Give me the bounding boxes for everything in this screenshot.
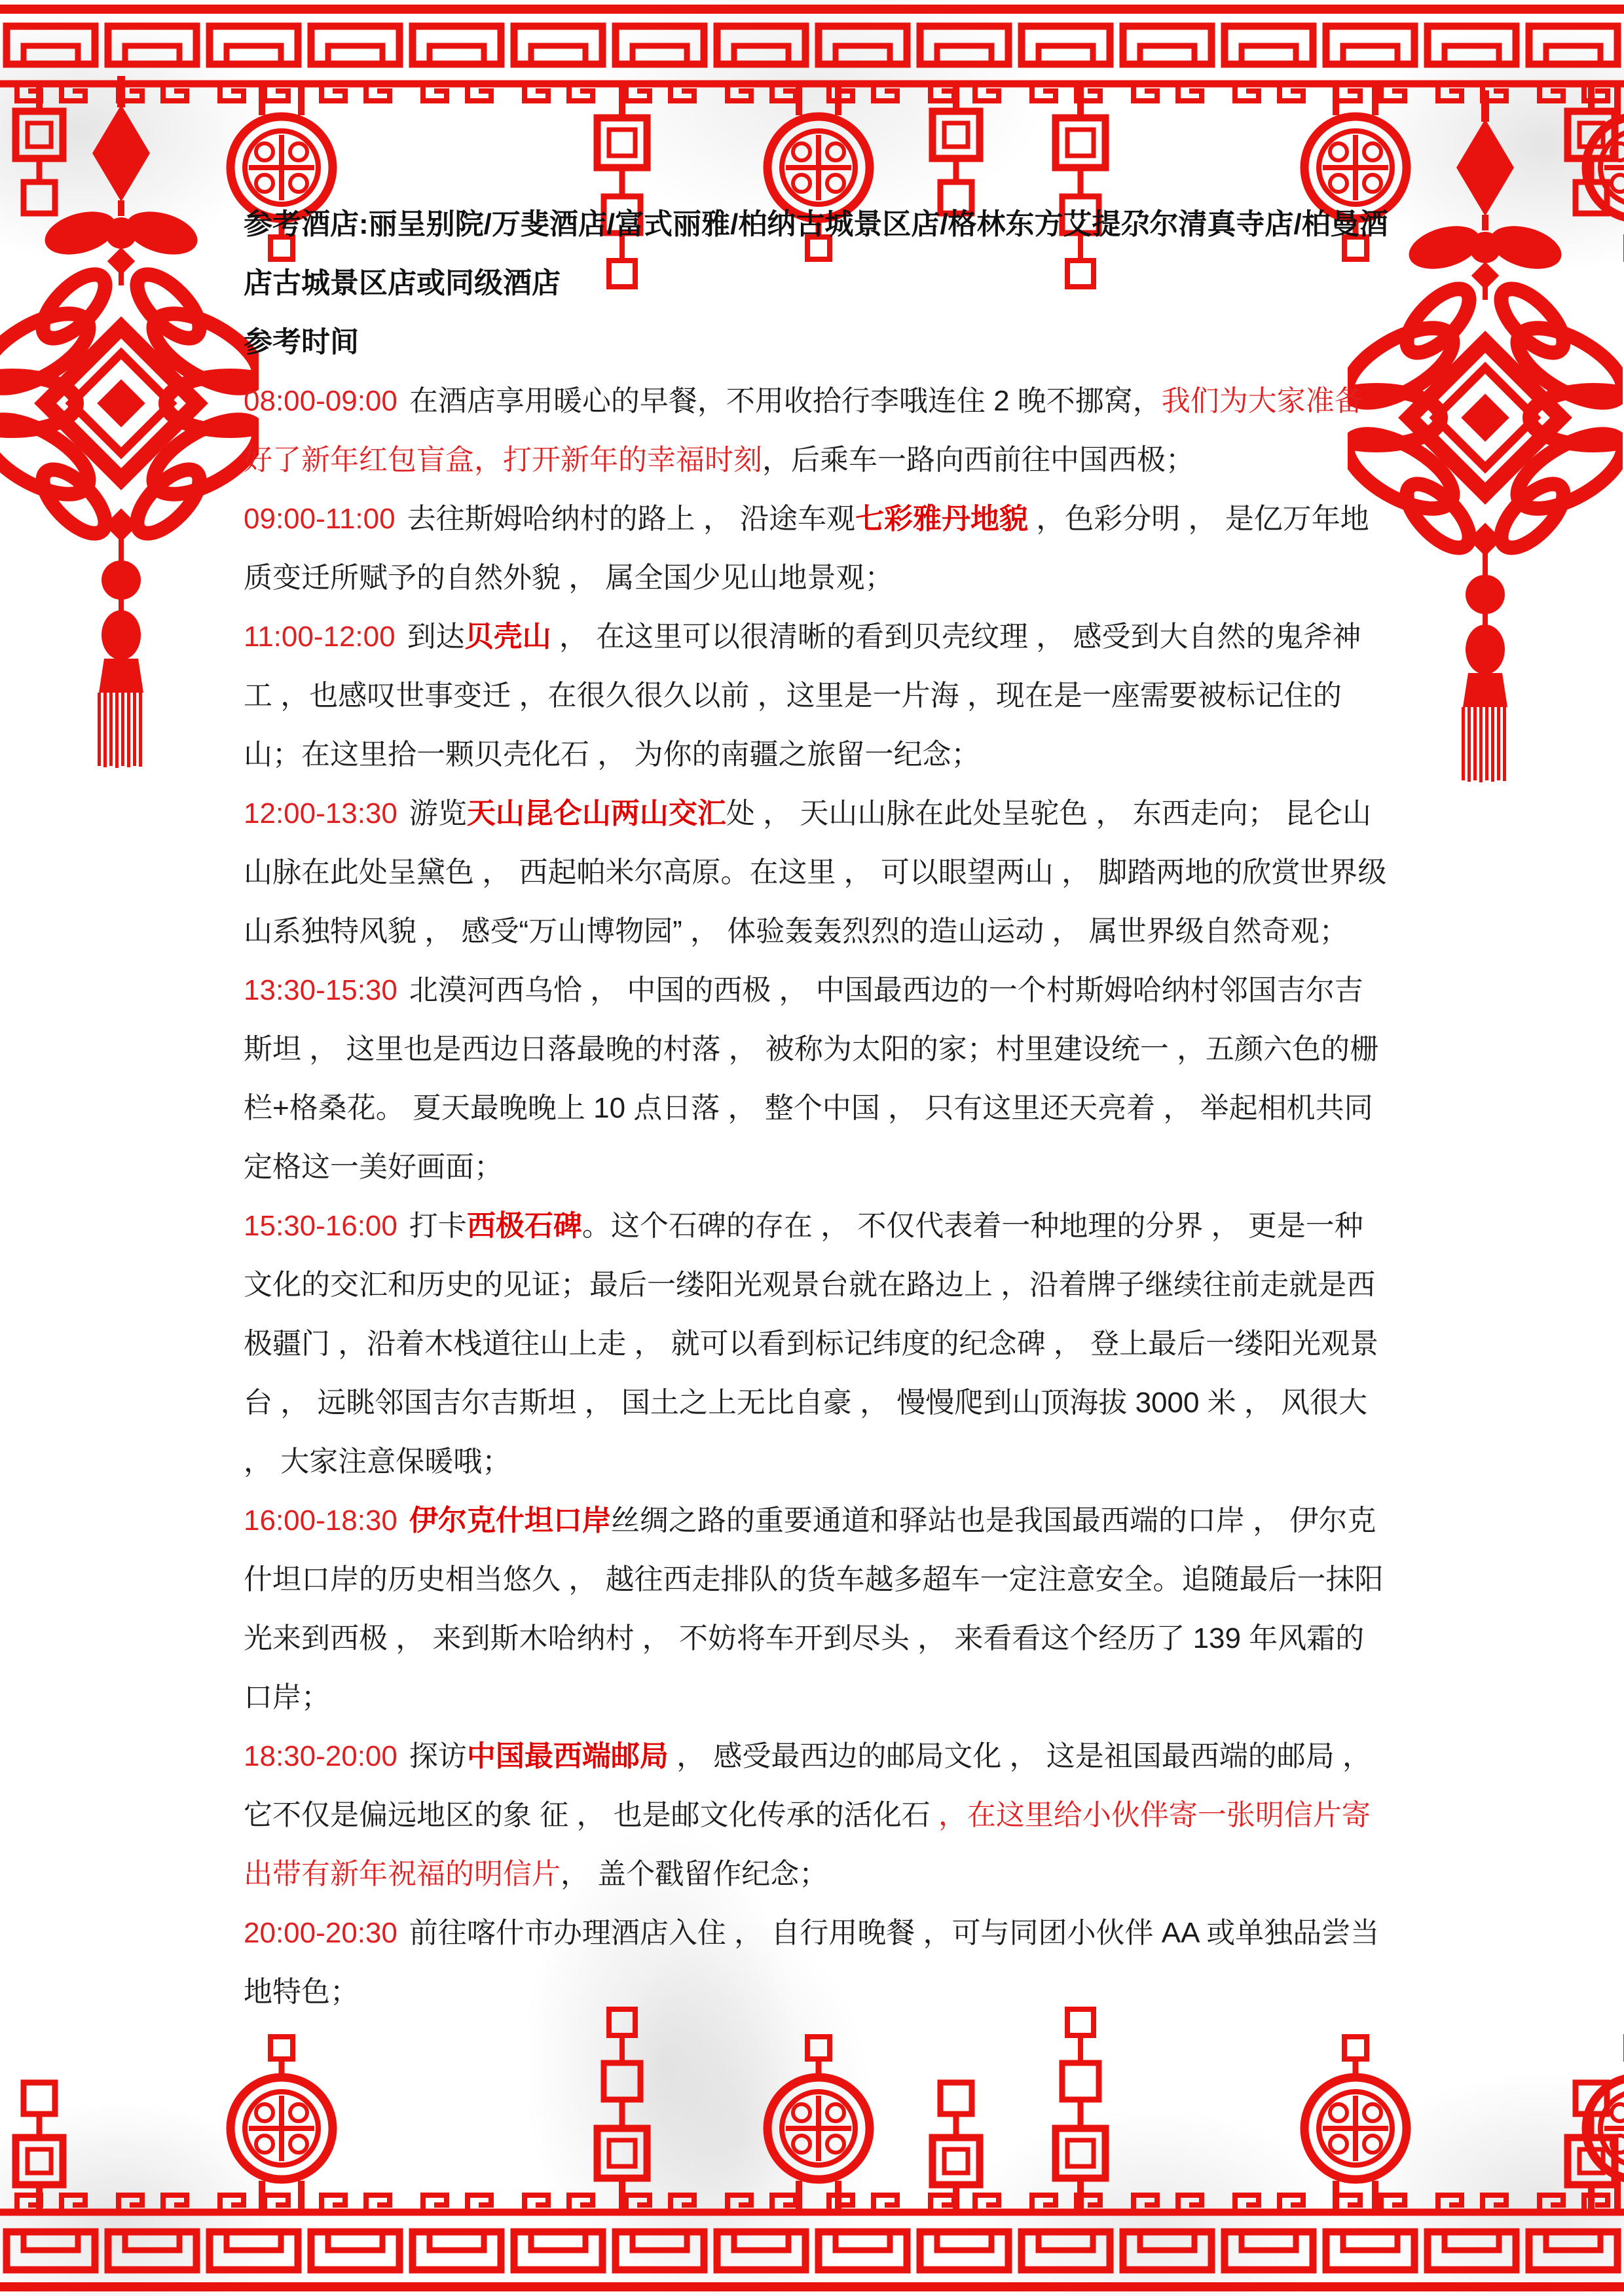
chinese-knot-left-icon [0,76,259,770]
schedule-item [244,490,1388,608]
schedule-text: 贝壳山 [464,621,551,653]
schedule-item [244,608,1388,784]
schedule-text: 前往喀什市办理酒店入住 ， 自行用晚餐 ，可与同团小伙伴 AA 或单独品尝当地特色； [244,1917,1380,2008]
schedule-time: 08:00-09:00 [244,385,397,417]
schedule-time: 18:30-20:00 [244,1740,397,1772]
itinerary-content [244,195,1388,2022]
schedule-text: 到达 [407,621,465,653]
schedule-text: 在酒店享用暖心的早餐，不用收拾行李哦连住 2 晚不挪窝， [409,385,1162,417]
schedule-time: 15:30-16:00 [244,1210,397,1242]
schedule-item [244,1491,1388,1727]
schedule-text: ， 盖个戳留作纪念； [561,1858,828,1890]
schedule-list [244,372,1388,2022]
schedule-time: 12:00-13:30 [244,797,397,829]
schedule-time: 16:00-18:30 [244,1504,397,1537]
schedule-text: 七彩雅丹地貌 [855,503,1029,535]
schedule-time: 20:00-20:30 [244,1917,397,1949]
schedule-item [244,784,1388,961]
schedule-text: ，后乘车一路向西前往中国西极； [762,444,1194,476]
schedule-text: 北漠河西乌恰 ， 中国的西极 ， 中国最西边的一个村斯姆哈纳村邻国吉尔吉斯坦 ， 这里也是西边日落最晚的村落 ， 被称为太阳的家；村里建设统一 ，五颜六色的栅栏+格桑花。 夏天最晚晚上 10 点日落 ， 整个中国 ， 只有这里还天亮着 ， 举起相机共同定格这一美好画面； [244,974,1379,1183]
schedule-time: 09:00-11:00 [244,503,396,535]
schedule-item [244,961,1388,1197]
schedule-time: 11:00-12:00 [244,621,396,653]
schedule-item [244,372,1388,490]
schedule-item [244,1727,1388,1904]
schedule-text: 打卡 [409,1210,467,1242]
reference-hotels-heading: 参考酒店:丽呈别院/万斐酒店/富式丽雅/柏纳古城景区店/格林东方艾提尕尔清真寺店/柏曼酒店古城景区店或同级酒店 [244,208,1388,299]
schedule-text: ， 在这里可以很清晰的看到贝壳纹理 ， 感受到大自然的鬼斧神工 ，也感叹世事变迁 ，在很久很久以前 ，这里是一片海 ，现在是一座需要被标记住的山；在这里拾一颗贝壳化石 ， 为你的南疆之旅留一纪念； [244,621,1361,771]
reference-time-heading: 参考时间 [244,326,359,358]
schedule-text: 天山昆仑山两山交汇 [466,797,726,829]
schedule-text: 我们为大家准备好了新年红包盲盒，打开新年的幸福时刻 [244,385,1363,476]
schedule-time: 13:30-15:30 [244,974,397,1006]
chinese-knot-right-icon [1348,90,1623,784]
schedule-text: ，色彩分明 ， 是亿万年地质变迁所赋予的自然外貌 ， 属全国少见山地景观； [244,503,1369,594]
schedule-text: 。这个石碑的存在 ， 不仅代表着一种地理的分界 ， 更是一种文化的交汇和历史的见证；最后一缕阳光观景台就在路边上 ，沿着牌子继续往前走就是西极疆门 ，沿着木栈道往山上走 ， 就可以看到标记纬度的纪念碑 ， 登上最后一缕阳光观景台 ， 远眺邻国吉尔吉斯坦 ， 国土之上无比自豪 ， 慢慢爬到山顶海拔 3000 米 ， 风很大 ， 大家注意保暖哦； [244,1210,1379,1478]
schedule-text: 处 ， 天山山脉在此处呈驼色 ， 东西走向； 昆仑山山脉在此处呈黛色 ， 西起帕米尔高原。在这里 ， 可以眼望两山 ， 脚踏两地的欣赏世界级山系独特风貌 ， 感受“万山博物园” ， 体验轰轰烈烈的造山运动 ， 属世界级自然奇观； [244,797,1387,947]
schedule-item [244,1904,1388,2022]
schedule-text: 游览 [409,797,467,829]
schedule-item [244,1197,1388,1491]
schedule-text: 西极石碑 [466,1210,582,1242]
schedule-text: ，在这里给小伙伴寄一张明信片寄出带有新年祝福的明信片 [244,1799,1371,1890]
schedule-text: 丝绸之路的重要通道和驿站也是我国最西端的口岸 ， 伊尔克什坦口岸的历史相当悠久 ， 越往西走排队的货车越多超车一定注意安全。追随最后一抹阳光来到西极 ， 来到斯木哈纳村 ， 不妨将车开到尽头 ， 来看看这个经历了 139 年风霜的口岸； [244,1504,1384,1713]
schedule-text: 中国最西端邮局 [466,1740,669,1772]
schedule-text: 探访 [409,1740,467,1772]
schedule-text: 伊尔克什坦口岸 [409,1504,611,1537]
schedule-text: 去往斯姆哈纳村的路上 ， 沿途车观 [407,503,856,535]
schedule-text: ， 感受最西边的邮局文化 ， 这是祖国最西端的邮局 ， 它不仅是偏远地区的象 征 ， 也是邮文化传承的活化石 [244,1740,1371,1831]
